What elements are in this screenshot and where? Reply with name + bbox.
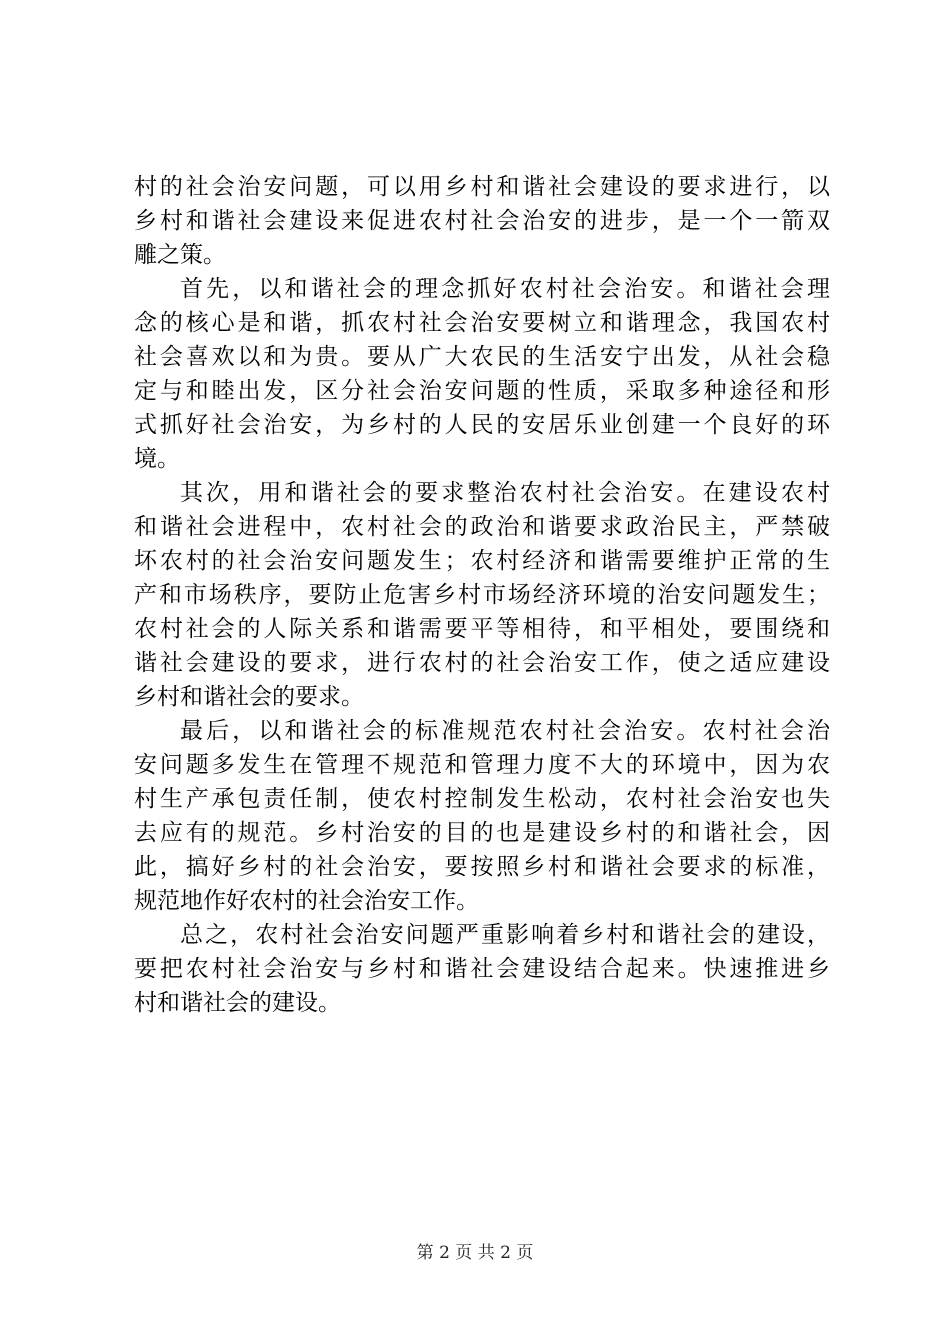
page-footer — [0, 1241, 950, 1265]
text-line: 雕之策。 — [134, 242, 226, 268]
text-line: 此，搞好乡村的社会治安，要按照乡村和谐社会要求的标准， — [134, 854, 830, 880]
text-line: 和谐社会进程中，农村社会的政治和谐要求政治民主，严禁破 — [134, 514, 830, 540]
paragraph-first-line: 最后，以和谐社会的标准规范农村社会治安。农村社会治 — [180, 718, 830, 744]
text-line: 乡村和谐社会建设来促进农村社会治安的进步，是一个一箭双 — [134, 208, 830, 234]
text-line: 念的核心是和谐，抓农村社会治安要树立和谐理念，我国农村 — [134, 310, 830, 336]
text-line: 乡村和谐社会的要求。 — [134, 684, 364, 710]
text-line: 规范地作好农村的社会治安工作。 — [134, 888, 479, 914]
page-number-label: 第 2 页 共 2 页 — [416, 1243, 534, 1263]
paragraph-first-line: 总之，农村社会治安问题严重影响着乡村和谐社会的建设， — [180, 922, 830, 948]
document-body — [134, 170, 830, 1020]
text-line: 产和市场秩序，要防止危害乡村市场经济环境的治安问题发生； — [134, 582, 830, 608]
text-line: 农村社会的人际关系和谐需要平等相待，和平相处，要围绕和 — [134, 616, 830, 642]
text-line: 去应有的规范。乡村治安的目的也是建设乡村的和谐社会，因 — [134, 820, 830, 846]
text-line: 村生产承包责任制，使农村控制发生松动，农村社会治安也失 — [134, 786, 830, 812]
text-line: 境。 — [134, 446, 180, 472]
text-line: 定与和睦出发，区分社会治安问题的性质，采取多种途径和形 — [134, 378, 830, 404]
text-line: 坏农村的社会治安问题发生；农村经济和谐需要维护正常的生 — [134, 548, 830, 574]
text-line: 村和谐社会的建设。 — [134, 990, 341, 1016]
paragraph-first-line: 首先，以和谐社会的理念抓好农村社会治安。和谐社会理 — [180, 276, 830, 302]
text-line: 式抓好社会治安，为乡村的人民的安居乐业创建一个良好的环 — [134, 412, 830, 438]
text-line: 谐社会建设的要求，进行农村的社会治安工作，使之适应建设 — [134, 650, 830, 676]
text-line: 社会喜欢以和为贵。要从广大农民的生活安宁出发，从社会稳 — [134, 344, 830, 370]
text-line: 要把农村社会治安与乡村和谐社会建设结合起来。快速推进乡 — [134, 956, 830, 982]
text-line: 村的社会治安问题，可以用乡村和谐社会建设的要求进行，以 — [134, 174, 830, 200]
paragraph-first-line: 其次，用和谐社会的要求整治农村社会治安。在建设农村 — [180, 480, 830, 506]
text-line: 安问题多发生在管理不规范和管理力度不大的环境中，因为农 — [134, 752, 830, 778]
